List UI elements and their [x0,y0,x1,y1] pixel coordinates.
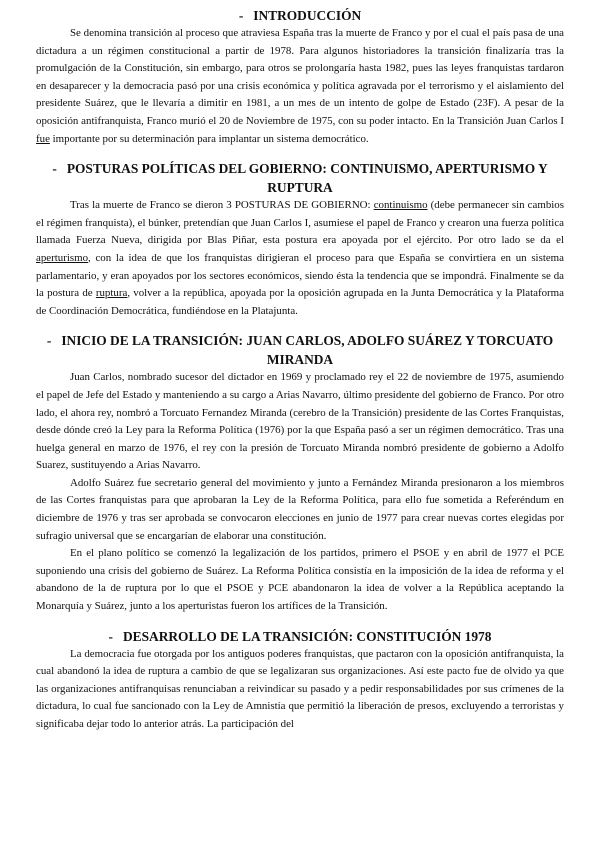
heading-dash: - [238,8,244,23]
paragraph-desarrollo: La democracia fue otorgada por los antiguos poderes franquistas, que pactaron con la oposición antifranquista, la cual abandonó la idea de ruptura a cambio de que se legalizaran sus organizaciones. Así este pacto fue de olvido ya que las organizaciones antifranquisas renunciaban a reivindicar su pasado y a pedir responsabilidades por sus crímenes de la dictadura, lo cual fue sancionado con la Ley de Amnistía que permitió la liberación de presos, excluyendo a terroristas y significaba dejar todo lo anterior atrás. La participación del [36,647,564,730]
heading-text: POSTURAS POLÍTICAS DEL GOBIERNO: CONTINUISMO, APERTURISMO Y RUPTURA [66,161,548,196]
section-heading-desarrollo [36,627,564,646]
heading-text: DESARROLLO DE LA TRANSICIÓN: CONSTITUCIÓN 1978 [123,628,492,644]
paragraph-inicio-2: Adolfo Suárez fue secretario general del movimiento y junto a Fernández Miranda presionaron a los miembros de las Cortes franquistas para que aprobaran la Ley de la Reforma Política, para ello fue sometida a Referéndum en diciembre de 1976 y tras ser aprobada se convocaron elecciones en junio de 1977 para crear nuevas cortes elegidas por sufragio universal que se encargarían de elaborar una constitución. [36,476,564,542]
heading-text: INICIO DE LA TRANSICIÓN: JUAN CARLOS, ADOLFO SUÁREZ Y TORCUATO MIRANDA [61,333,554,368]
paragraph-introduccion: Se denomina transición al proceso que atraviesa España tras la muerte de Franco y por el cual el país pasa de una dictadura a un régimen constitucional a partir de 1978. Para algunos historiadores la transición finalizaría tras la promulgación de la Constitución, sin embargo, para otros se prolongaría hasta 1982, pues las leyes franquistas tardaron en desaparecer y la democracia pasó por una crisis económica y política agravada por el terrorismo y el aislamiento del presidente Suárez, que le llevaría a dimitir en 1981, a un mes de un intento de golpe de Estado (23F). A pesar de la oposición antifranquista, Franco murió el 20 de Noviembre de 1975, con su poder intacto. En la Transición Juan Carlos I fue importante por su determinación para implantar un sistema democrático. [36,27,564,145]
section-heading-inicio [36,331,564,369]
heading-dash: - [52,161,57,177]
heading-dash: - [46,333,52,349]
paragraph-inicio-3: En el plano político se comenzó la legalización de los partidos, primero el PSOE y en abril de 1977 el PCE suponiendo una crisis del gobierno de Suárez. La Reforma Política consistía en la imposición de la idea de reforma y el abandono de la de ruptura por lo que el PSOE y PCE abandonaron la idea de volver a la República aceptando la Monarquía y Suárez, junto a los aperturistas fueron los artífices de la Transición. [36,547,564,613]
underlined-term-ruptura: ruptura [95,287,128,300]
underlined-word: fue [36,132,50,145]
paragraph-inicio-1: Juan Carlos, nombrado sucesor del dictador en 1969 y proclamado rey el 22 de noviembre de 1975, asumiendo el papel de Jefe del Estado y manteniendo a su cargo a Arias Navarro, último presidente del gobierno de Franco. Por otro lado, el ahora rey, nombró a Torcuato Fernandez Miranda (cerebro de la Transición) presidente de las Cortes Franquistas, desde dónde creó la Ley para la Reforma Política (1976) por la que España pasó a ser un régimen democrático. Tras una huelga general en marzo de 1976, el rey con la presión de Torcuato Miranda nombró presidente de gobierno a Adolfo Suarez, sustituyendo a Arias Navarro. [36,371,564,472]
underlined-term-aperturismo: aperturismo [36,251,89,264]
section-heading-introduccion [36,6,564,25]
document-page [0,6,600,854]
section-heading-posturas [36,159,564,197]
heading-dash: - [108,628,113,644]
paragraph-posturas: Tras la muerte de Franco se dieron 3 POSTURAS DE GOBIERNO: continuismo (debe permanecer sin cambios el régimen franquista), el búnker, pretendían que Juan Carlos I, asumiese el papel de Franco y crearon una fuerza política llamada Fuerza Nueva, dirigida por Blas Piñar, esta postura era apoyada por el ejército. Por otro lado se da el aperturismo, con la idea de que los franquistas dirigieran el proceso para que España se convirtiera en un sistema parlamentario, y eran apoyados por los sectores económicos, siendo ésta la tendencia que se impondrá. Finalmente se da la postura de ruptura, volver a la república, apoyada por la oposición agrupada en la Junta Democrática y la Plataforma de Coordinación Democrática, fundiéndose en la Platajunta. [36,199,564,317]
underlined-term-continuismo: continuismo [373,199,428,212]
heading-text: INTRODUCCIÓN [253,8,362,23]
